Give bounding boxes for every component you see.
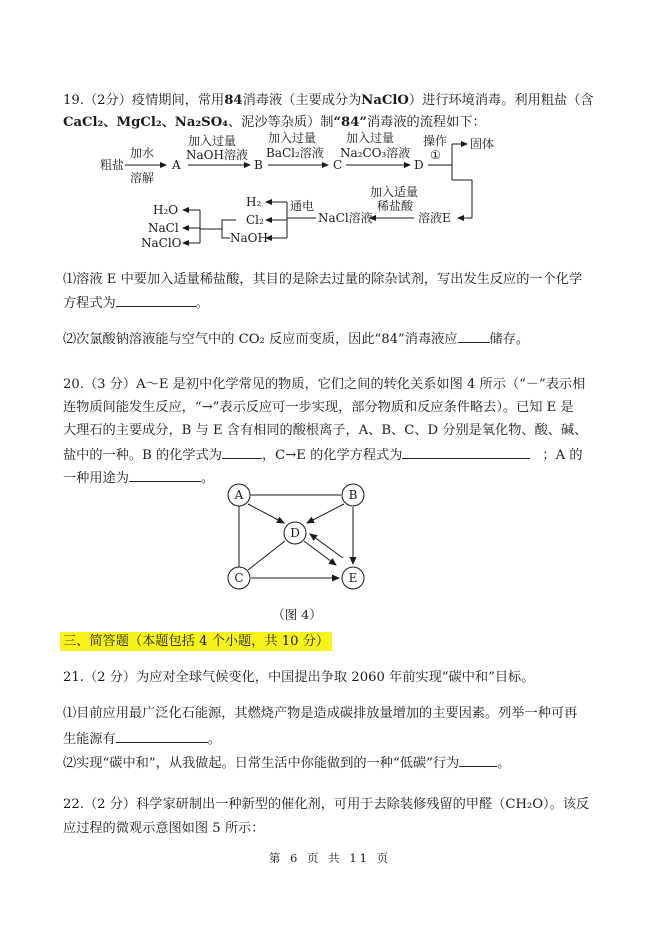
q19-line2-suffix: 消毒液的流程如下： bbox=[367, 115, 486, 130]
q19-line1 bbox=[63, 92, 594, 110]
q20-line5-a: 一种用途为 bbox=[63, 471, 129, 486]
arrow-d-e bbox=[304, 541, 336, 565]
flow-op-num: ① bbox=[430, 148, 441, 162]
flow-naoh: NaOH bbox=[230, 231, 268, 245]
q21-sub2-prefix: ⑵实现“碳中和”，从我做起。日常生活中你能做到的一种“低碳”行为 bbox=[63, 756, 460, 771]
q21-sub1-suffix: 。 bbox=[207, 732, 221, 747]
edge-d-c bbox=[248, 541, 285, 570]
flow-nacl-solution: NaCl溶液 bbox=[318, 211, 373, 225]
q19-sub2-answer-blank[interactable] bbox=[458, 329, 490, 343]
q20-line4-a: 盐中的一种。B 的化学式为 bbox=[63, 448, 222, 463]
q19-sub1-suffix: 。 bbox=[195, 296, 209, 311]
section-3-header bbox=[60, 633, 332, 651]
node-c-label: C bbox=[234, 571, 244, 585]
q21-line1: 21.（2 分）为应对全球气候变化，中国提出争取 2060 年前实现“碳中和”目标。 bbox=[63, 670, 535, 685]
q19-suffix: ）进行环境消毒。利用粗盐（含 bbox=[408, 93, 594, 108]
q19-sub2-suffix: 储存。 bbox=[489, 332, 530, 347]
flow-step1-bottom: 溶解 bbox=[130, 171, 155, 185]
q19-sub1-line1: ⑴溶液 E 中要加入适量稀盐酸，其目的是除去过量的除杂试剂，写出发生反应的一个化学 bbox=[63, 272, 583, 287]
flow-to-e-line bbox=[452, 180, 472, 218]
flow-step4-bottom: Na₂CO₃溶液 bbox=[340, 146, 411, 160]
arrow-a-d bbox=[248, 504, 284, 523]
flow-node-b: B bbox=[254, 158, 263, 172]
flow-naclo: NaClO bbox=[141, 236, 182, 250]
flow-electrolysis: 通电 bbox=[290, 199, 315, 213]
arrow-e-d bbox=[310, 534, 343, 558]
flow-solid: 固体 bbox=[470, 137, 495, 151]
q21-sub2-suffix: 。 bbox=[497, 756, 511, 771]
flow-crude-salt: 粗盐 bbox=[100, 158, 125, 172]
q19-sub1-answer-blank[interactable] bbox=[116, 293, 196, 307]
flow-step5-top: 加入适量 bbox=[370, 185, 419, 199]
flow-step5-bottom: 稀盐酸 bbox=[377, 199, 414, 213]
flow-nacl: NaCl bbox=[148, 221, 179, 235]
q19-sub2-line bbox=[63, 329, 529, 349]
flow-step2-bottom: NaOH溶液 bbox=[186, 148, 248, 162]
node-d-label: D bbox=[290, 526, 300, 540]
q19-sub2-prefix: ⑵次氯酸钠溶液能与空气中的 CO₂ 反应而变质，因此“84”消毒液应 bbox=[63, 332, 458, 347]
flow-node-d: D bbox=[414, 158, 424, 172]
q19-bold-naclo: NaClO bbox=[361, 93, 409, 108]
q19-flow-diagram bbox=[0, 130, 660, 250]
q19-line2-mid: 、泥沙等杂质）制 bbox=[227, 115, 334, 130]
q21-renewable-energy-blank[interactable] bbox=[116, 729, 208, 743]
q19-line2-84: “84” bbox=[333, 115, 367, 130]
flow-h2o: H₂O bbox=[153, 203, 179, 217]
q19-sub1-line2 bbox=[63, 293, 209, 313]
flow-node-a: A bbox=[172, 158, 181, 172]
q20-line3: 大理石的主要成分，B 与 E 含有相同的酸根离子，A、B、C、D 分别是氧化物、酸、碱、 bbox=[63, 423, 588, 438]
flow-cl2: Cl₂ bbox=[246, 213, 264, 227]
q20-line4-b: ，C→E 的化学方程式为 bbox=[261, 448, 403, 463]
q20-b-formula-blank[interactable] bbox=[222, 445, 262, 459]
q21-sub2-line bbox=[63, 753, 510, 773]
node-b-label: B bbox=[348, 488, 358, 502]
flow-step1-top: 加水 bbox=[130, 146, 155, 160]
node-e-label: E bbox=[348, 571, 358, 585]
q20-line2: 连物质间能发生反应，“→”表示反应可一步实现，部分物质和反应条件略去）。已知 E 是 bbox=[63, 400, 574, 415]
flow-step2-top: 加入过量 bbox=[188, 134, 237, 148]
q20-line5-b: 。 bbox=[200, 471, 215, 486]
q19-impurities: CaCl₂、MgCl₂、Na₂SO₄ bbox=[63, 115, 228, 130]
arrow-b-d bbox=[307, 504, 344, 523]
flow-step3-top: 加入过量 bbox=[268, 131, 317, 145]
q22-line2: 应过程的微观示意图如图 5 所示： bbox=[63, 821, 265, 836]
q20-ce-equation-blank[interactable] bbox=[402, 445, 530, 459]
q19-prefix: 19.（2分）疫情期间，常用 bbox=[63, 93, 225, 108]
q21-sub1-line1: ⑴目前应用最广泛化石能源，其燃烧产物是造成碳排放量增加的主要因素。列举一种可再 bbox=[63, 706, 578, 721]
q20-line4 bbox=[63, 445, 583, 465]
q21-sub1-line2 bbox=[63, 729, 221, 749]
section-3-title: 三、简答题（本题包括 4 个小题，共 10 分） bbox=[60, 632, 332, 651]
flow-step3-bottom: BaCl₂溶液 bbox=[266, 146, 324, 160]
q21-sub1-prefix: 生能源有 bbox=[63, 732, 116, 747]
q22-line1: 22.（2 分）科学家研制出一种新型的催化剂，可用于去除装修残留的甲醛（CH₂O）。该反 bbox=[63, 797, 590, 812]
page-footer: 第 6 页 共 11 页 bbox=[268, 851, 392, 865]
q21-low-carbon-blank[interactable] bbox=[459, 753, 497, 767]
figure-4-diagram bbox=[0, 478, 660, 628]
flow-step4-top: 加入过量 bbox=[346, 131, 395, 145]
q19-mid: 消毒液（主要成分为 bbox=[242, 93, 362, 108]
node-a-label: A bbox=[234, 488, 244, 502]
q19-sub1-prefix: 方程式为 bbox=[63, 296, 116, 311]
q20-line4-c: ；A 的 bbox=[542, 448, 583, 463]
flow-h2: H₂ bbox=[246, 195, 262, 209]
q20-line1: 20.（3 分）A～E 是初中化学常见的物质，它们之间的转化关系如图 4 所示（“－”表示相 bbox=[63, 377, 586, 392]
flow-node-c: C bbox=[333, 158, 343, 172]
flow-solution-e: 溶液E bbox=[418, 211, 451, 225]
flow-op-label: 操作 bbox=[423, 134, 448, 148]
figure-4-caption: （图 4） bbox=[272, 607, 322, 622]
q19-bold-84: 84 bbox=[224, 93, 243, 108]
